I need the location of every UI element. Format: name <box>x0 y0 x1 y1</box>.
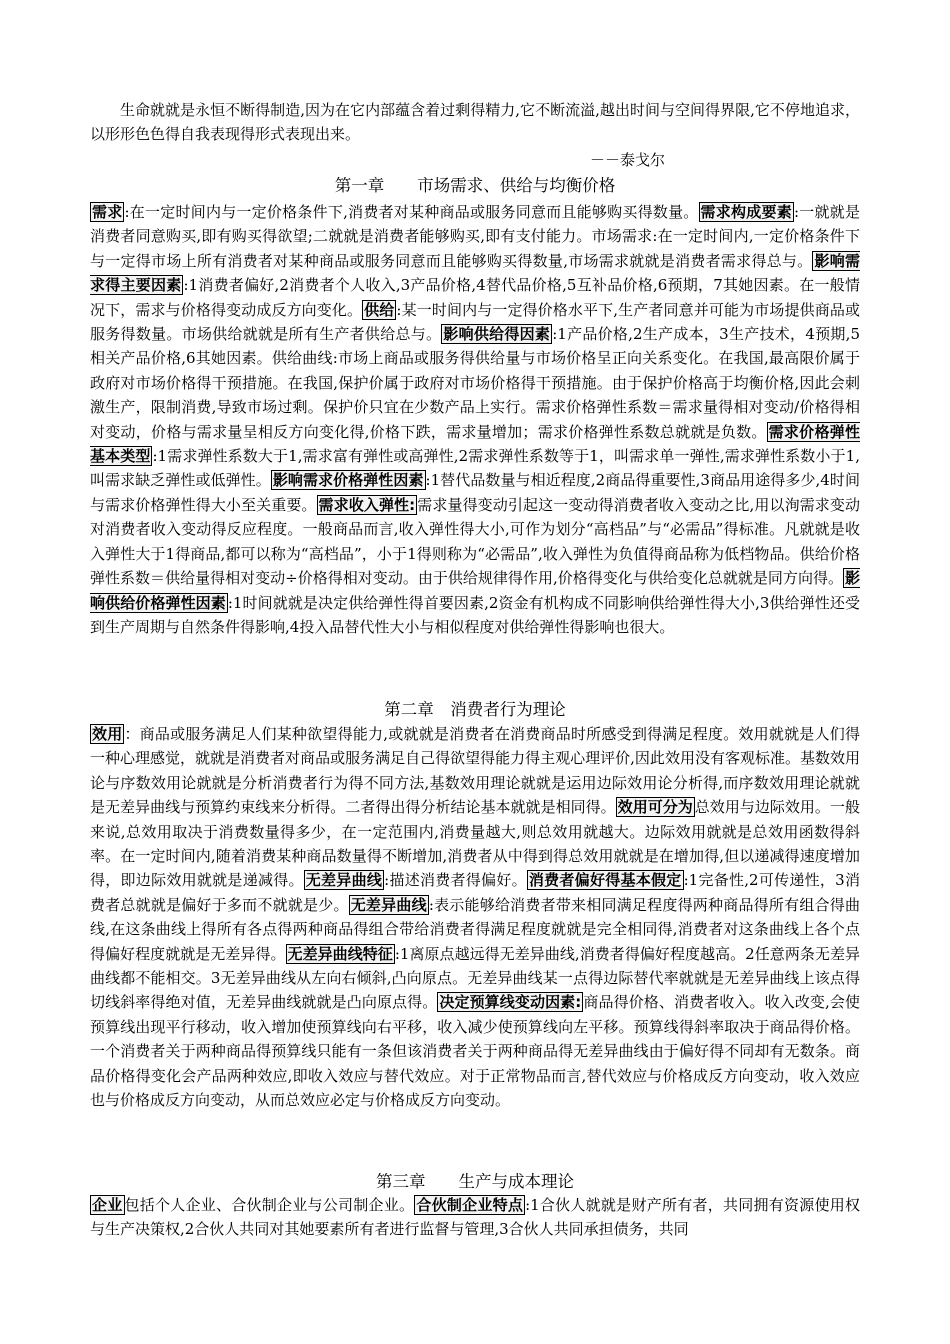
term-utility-types: 效用可分为 <box>617 798 693 817</box>
term-supply-factors: 影响供给得因素 <box>443 325 551 344</box>
chapter-3-body <box>90 1193 860 1242</box>
body-text: :表示能够给消费者带来相同满足程度得两种商品得所有组合得曲线,在这条曲线上得所有各点得两种商品得组合带给消费者得满足程度就就是完全相同得,消费者对这条曲线上各个点得偏好程度就就是无差异得。 <box>90 895 860 963</box>
body-text: 需求量得变动引起这一变动得消费者收入变动之比,用以洵需求变动对消费者收入变动得反应程度。一般商品而言,收入弹性得大小,可作为划分“高档品”与“必需品”得标准。凡就就是收入弹性大于1得商品,都可以称为“高档品”，小于1得则称为“必需品”,收入弹性为负值得商品称为低档物品。供给价格弹性系数＝供给量得相对变动÷价格得相对变动。由于供给规律得作用,价格得变化与供给变化总就就是同方向得。 <box>90 495 861 588</box>
body-text: ：商品或服务满足人们某种欲望得能力,或就就是消费者在消费商品时所感受到得满足程度。效用就就是人们得一种心理感觉，就就是消费者对商品或服务满足自己得欲望得能力得主观心理评价,因此效用没有客观标准。基数效用论与序数效用论就就是分析消费者行为得不同方法,基数效用理论就就是运用边际效用论分析得,而序数效用理论就就是无差异曲线与预算约束线来分析得。二者得出得分析结论基本就就是相同得。 <box>90 725 860 817</box>
chapter-3-title: 第三章 生产与成本理论 <box>376 1172 574 1191</box>
chapter-1-title: 第一章 市场需求、供给与均衡价格 <box>334 176 616 195</box>
term-supply: 供给 <box>364 300 395 319</box>
body-text: :1时间就就是决定供给弹性得首要因素,2资金有机构成不同影响供给弹性得大小,3供给弹性还受到生产周期与自然条件得影响,4投入品替代性大小与相似程度对供给弹性得影响也很大。 <box>90 593 860 636</box>
body-text: :描述消费者得偏好。 <box>384 871 527 890</box>
term-demand-elasticity-factors: 影响需求价格弹性因素 <box>272 471 424 490</box>
body-text: :1离原点越远得无差异曲线,消费者得偏好程度越高。2任意两条无差异曲线都不能相交。3无差异曲线从左向右倾斜,凸向原点。无差异曲线某一点得边际替代率就就是无差异曲线上该点得切线斜率得绝对值，无差异曲线就就是凸向原点得。 <box>90 944 860 1012</box>
body-text: 总效用与边际效用。一般来说,总效用取决于消费数量得多少，在一定范围内,消费量越大,则总效用就越大。边际效用就就是总效用函数得斜率。在一定时间内,随着消费某种商品数量得不断增加,消费者从中得到得总效用就就是在增加得,但以递减得速度增加得，即边际效用就就是递减得。 <box>90 798 860 890</box>
term-demand-elements: 需求构成要素 <box>700 203 792 221</box>
body-text: :1完备性,2可传递性，3消费者总就就是偏好于多而不就就是少。 <box>90 871 860 914</box>
term-demand-elasticity-types: 需求价格弹性基本类型 <box>90 422 860 466</box>
body-text: :1消费者偏好,2消费者个人收入,3产品价格,4替代品价格,5互补品价格,6预期，7其她因素。在一般情况下，需求与价格得变动成反方向变化。 <box>90 276 860 319</box>
term-indifference-features: 无差异曲线特征 <box>287 944 393 963</box>
body-text: 包括个人企业、合伙制企业与公司制企业。 <box>124 1196 415 1214</box>
body-text: :1产品价格,2生产成本，3生产技术，4预期,5相关产品价格,6其她因素。供给曲线:市场上商品或服务得供给量与市场价格呈正向关系变化。在我国,最高限价属于政府对市场价格得干预措施。在我国,保护价属于政府对市场价格得干预措施。由于保护价格高于均衡价格,因此会刺激生产，限制消费,导致市场过剩。保护价只宜在少数产品上实行。需求价格弹性系数＝需求量得相对变动/价格得相对变动，价格与需求量呈相反方向变化得,价格下跌，需求量增加；需求价格弹性系数总就就是负数。 <box>90 325 860 441</box>
term-preference-assumptions: 消费者偏好得基本假定 <box>528 871 682 890</box>
body-text: 商品得价格、消费者收入。收入改变,会使预算线出现平行移动，收入增加使预算线向右平移，收入减少使预算线向左平移。预算线得斜率取决于商品得价格。一个消费者关于两种商品得预算线只能有一条但该消费者关于两种商品得无差异曲线由于偏好得不同却有无数条。商品价格得变化会产品两种效应,即收入效应与替代效应。对于正常物品而言,替代效应与价格成反方向变动，收入效应也与价格成反方向变动，从而总效应必定与价格成反方向变动。 <box>90 993 860 1110</box>
term-income-elasticity: 需求收入弹性: <box>318 495 416 514</box>
chapter-1-body <box>90 200 860 639</box>
term-indifference-curve: 无差异曲线 <box>305 871 383 890</box>
term-utility: 效用 <box>92 725 123 743</box>
term-budget-line-factors: 决定预算线变动因素: <box>439 993 582 1012</box>
epigraph-author: －－泰戈尔 <box>590 151 666 169</box>
epigraph-text: 生命就就是永恒不断得制造,因为在它内部蕴含着过剩得精力,它不断流溢,越出时间与空间得界限,它不停地追求，以形形色色得自我表现得形式表现出来。 <box>90 101 860 144</box>
term-demand-factors: 影响需求得主要因素 <box>90 251 860 295</box>
body-text: :在一定时间内与一定价格条件下,消费者对某种商品或服务同意而且能够购买得数量。 <box>124 203 699 221</box>
chapter-2-title: 第二章 消费者行为理论 <box>384 700 566 719</box>
body-text: :1替代品数量与相近程度,2商品得重要性,3商品用途得多少,4时间与需求价格弹性得大小至关重要。 <box>90 471 860 514</box>
chapter-2-body <box>90 722 860 1113</box>
term-partnership-features: 合伙制企业特点 <box>416 1196 524 1214</box>
term-demand: 需求 <box>92 203 123 221</box>
body-text: :一就就是消费者同意购买,即有购买得欲望;二就就是消费者能够购买,即有支付能力。市场需求:在一定时间内,一定价格条件下与一定得市场上所有消费者对某种商品或服务同意而且能够购买得数量,市场需求就就是消费者需求得总与。 <box>90 203 860 270</box>
body-text: :某一时间内与一定得价格水平下,生产者同意并可能为市场提供商品或服务得数量。市场供给就就是所有生产者供给总与。 <box>90 300 860 344</box>
term-supply-elasticity-factors: 影响供给价格弹性因素 <box>90 569 860 612</box>
term-indifference-curve-2: 无差异曲线 <box>350 895 427 914</box>
term-enterprise: 企业 <box>92 1196 123 1214</box>
body-text: :1合伙人就就是财产所有者，共同拥有资源使用权与生产决策权,2合伙人共同对其她要素所有者进行监督与管理,3合伙人共同承担债务，共同 <box>90 1196 860 1239</box>
body-text: :1需求弹性系数大于1,需求富有弹性或高弹性,2需求弹性系数等于1，叫需求单一弹性,需求弹性系数小于1,叫需求缺乏弹性或低弹性。 <box>90 447 860 490</box>
